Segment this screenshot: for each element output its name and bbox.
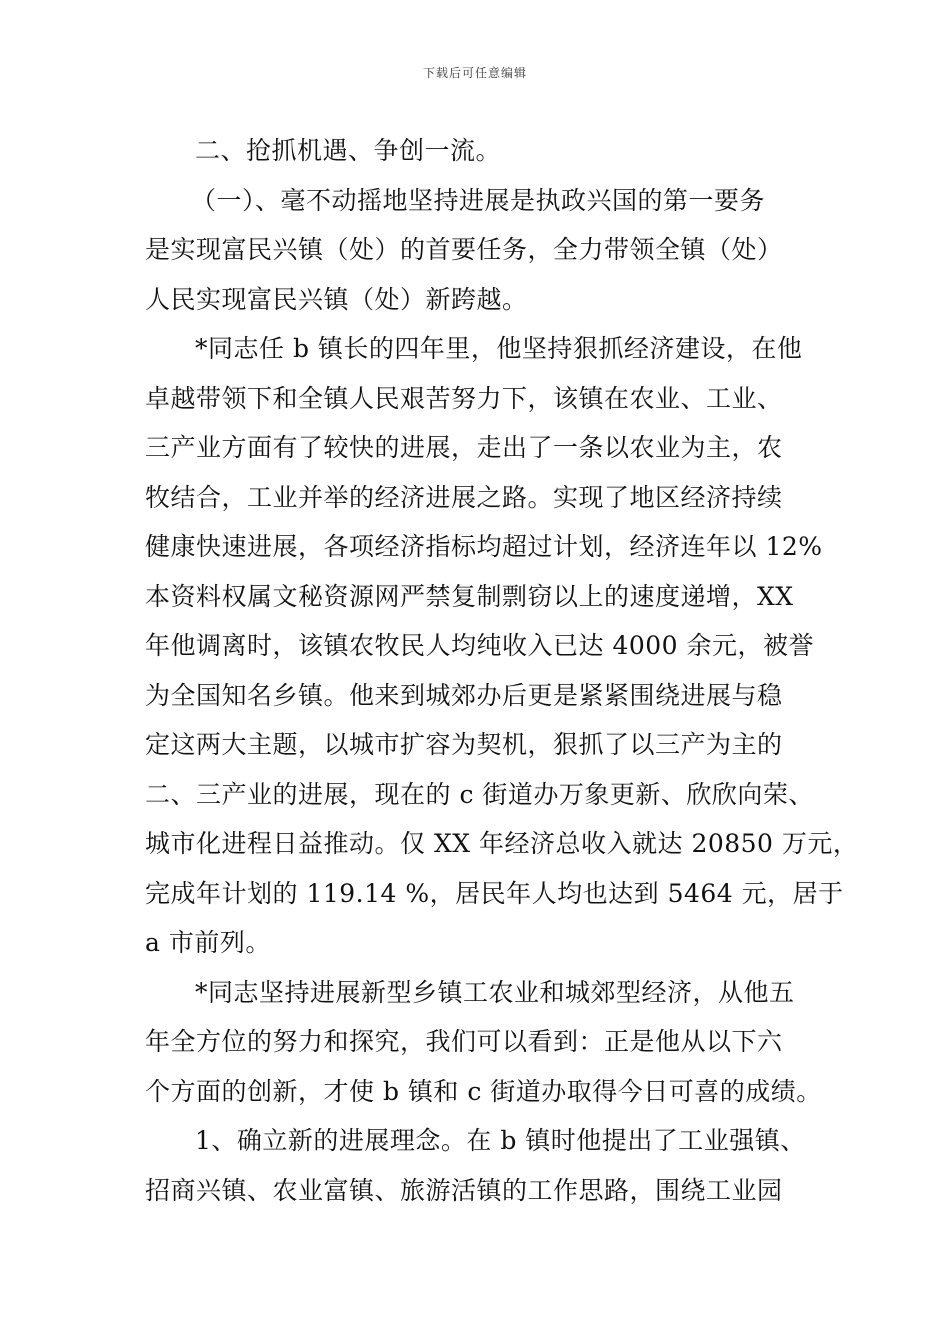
paragraph-line: 年他调离时，该镇农牧民人均纯收入已达 4000 余元，被誉	[145, 631, 815, 660]
paragraph-line: 1、确立新的进展理念。在 b 镇时他提出了工业强镇、	[195, 1126, 806, 1155]
paragraph-line: 人民实现富民兴镇（处）新跨越。	[145, 284, 528, 314]
paragraph-line: 三产业方面有了较快的进展，走出了一条以农业为主，农	[145, 433, 783, 462]
paragraph-line: 定这两大主题，以城市扩容为契机，狠抓了以三产为主的	[145, 730, 783, 759]
paragraph-line: 本资料权属文秘资源网严禁复制剽窃以上的速度递增，XX	[145, 581, 794, 611]
paragraph-line: 完成年计划的 119.14 %，居民年人均也达到 5464 元，居于	[145, 878, 844, 908]
paragraph-line: 牧结合，工业并举的经济进展之路。实现了地区经济持续	[145, 482, 783, 512]
paragraph-line: 个方面的创新，才使 b 镇和 c 街道办取得今日可喜的成绩。	[145, 1076, 822, 1106]
paragraph-line: 为全国知名乡镇。他来到城郊办后更是紧紧围绕进展与稳	[145, 680, 783, 710]
paragraph-line: 二、三产业的进展，现在的 c 街道办万象更新、欣欣向荣、	[145, 779, 814, 809]
paragraph-line: a 市前列。	[145, 928, 271, 957]
paragraph-line: 城市化进程日益推动。仅 XX 年经济总收入就达 20850 万元，	[145, 829, 859, 858]
section-heading: 二、抢抓机遇、争创一流。	[195, 136, 502, 165]
page-header-note: 下载后可任意编辑	[422, 66, 527, 80]
paragraph-line: 健康快速进展，各项经济指标均超过计划，经济连年以 12%	[145, 532, 823, 561]
paragraph-line: *同志坚持进展新型乡镇工农业和城郊型经济，从他五	[195, 977, 795, 1007]
paragraph-line: 招商兴镇、农业富镇、旅游活镇的工作思路，围绕工业园	[145, 1175, 783, 1205]
paragraph-line: 卓越带领下和全镇人民艰苦努力下，该镇在农业、工业、	[145, 383, 783, 413]
paragraph-line: （一）、毫不动摇地坚持进展是执政兴国的第一要务	[191, 185, 766, 215]
document-body	[145, 126, 859, 1215]
paragraph-line: 年全方位的努力和探究，我们可以看到：正是他从以下六	[145, 1027, 783, 1056]
paragraph-line: 是实现富民兴镇（处）的首要任务，全力带领全镇（处）	[145, 235, 783, 264]
paragraph-line: *同志任 b 镇长的四年里，他坚持狠抓经济建设，在他	[195, 334, 803, 363]
